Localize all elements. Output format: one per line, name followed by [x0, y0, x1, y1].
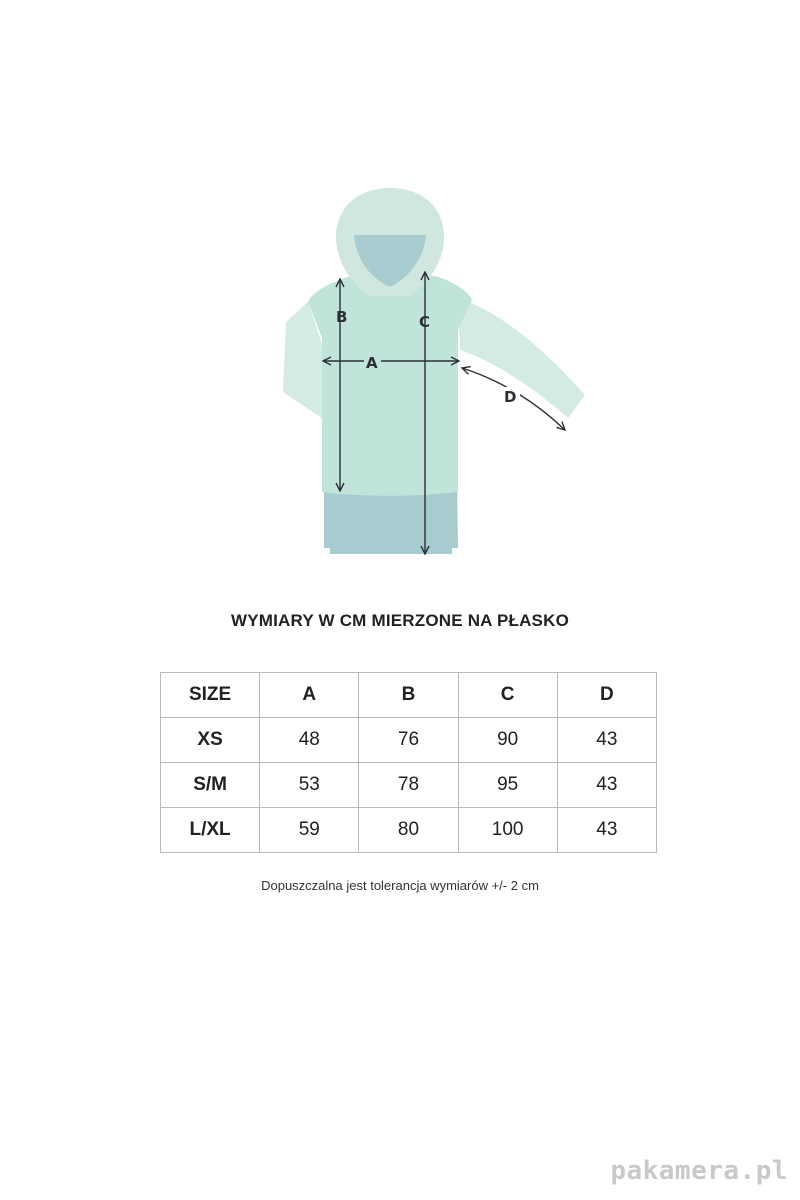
header-size: SIZE	[161, 673, 260, 718]
label-a: A	[366, 354, 378, 372]
table-row	[161, 808, 657, 853]
label-c: C	[419, 313, 431, 331]
cell-a: 59	[260, 808, 359, 853]
header-d: D	[557, 673, 656, 718]
label-d: D	[504, 388, 517, 406]
tolerance-note: Dopuszczalna jest tolerancja wymiarów +/- 2 cm	[261, 878, 539, 893]
table-header-row	[161, 673, 657, 718]
table-row	[161, 763, 657, 808]
cell-d: 43	[557, 808, 656, 853]
right-sleeve	[458, 298, 585, 418]
header-a: A	[260, 673, 359, 718]
header-b: B	[359, 673, 458, 718]
cell-a: 53	[260, 763, 359, 808]
hoodie-body	[308, 275, 472, 496]
cell-b: 76	[359, 718, 458, 763]
cell-d: 43	[557, 718, 656, 763]
cell-c: 95	[458, 763, 557, 808]
cell-d: 43	[557, 763, 656, 808]
cell-size: L/XL	[161, 808, 260, 853]
brand-logo: pakamera.pl	[610, 1156, 788, 1186]
label-b: B	[336, 308, 348, 326]
cell-c: 90	[458, 718, 557, 763]
cell-size: S/M	[161, 763, 260, 808]
header-c: C	[458, 673, 557, 718]
table-row	[161, 718, 657, 763]
cell-c: 100	[458, 808, 557, 853]
cell-a: 48	[260, 718, 359, 763]
cell-b: 78	[359, 763, 458, 808]
page-heading: WYMIARY W CM MIERZONE NA PŁASKO	[230, 611, 569, 630]
cell-b: 80	[359, 808, 458, 853]
size-table	[160, 672, 657, 853]
cell-size: XS	[161, 718, 260, 763]
